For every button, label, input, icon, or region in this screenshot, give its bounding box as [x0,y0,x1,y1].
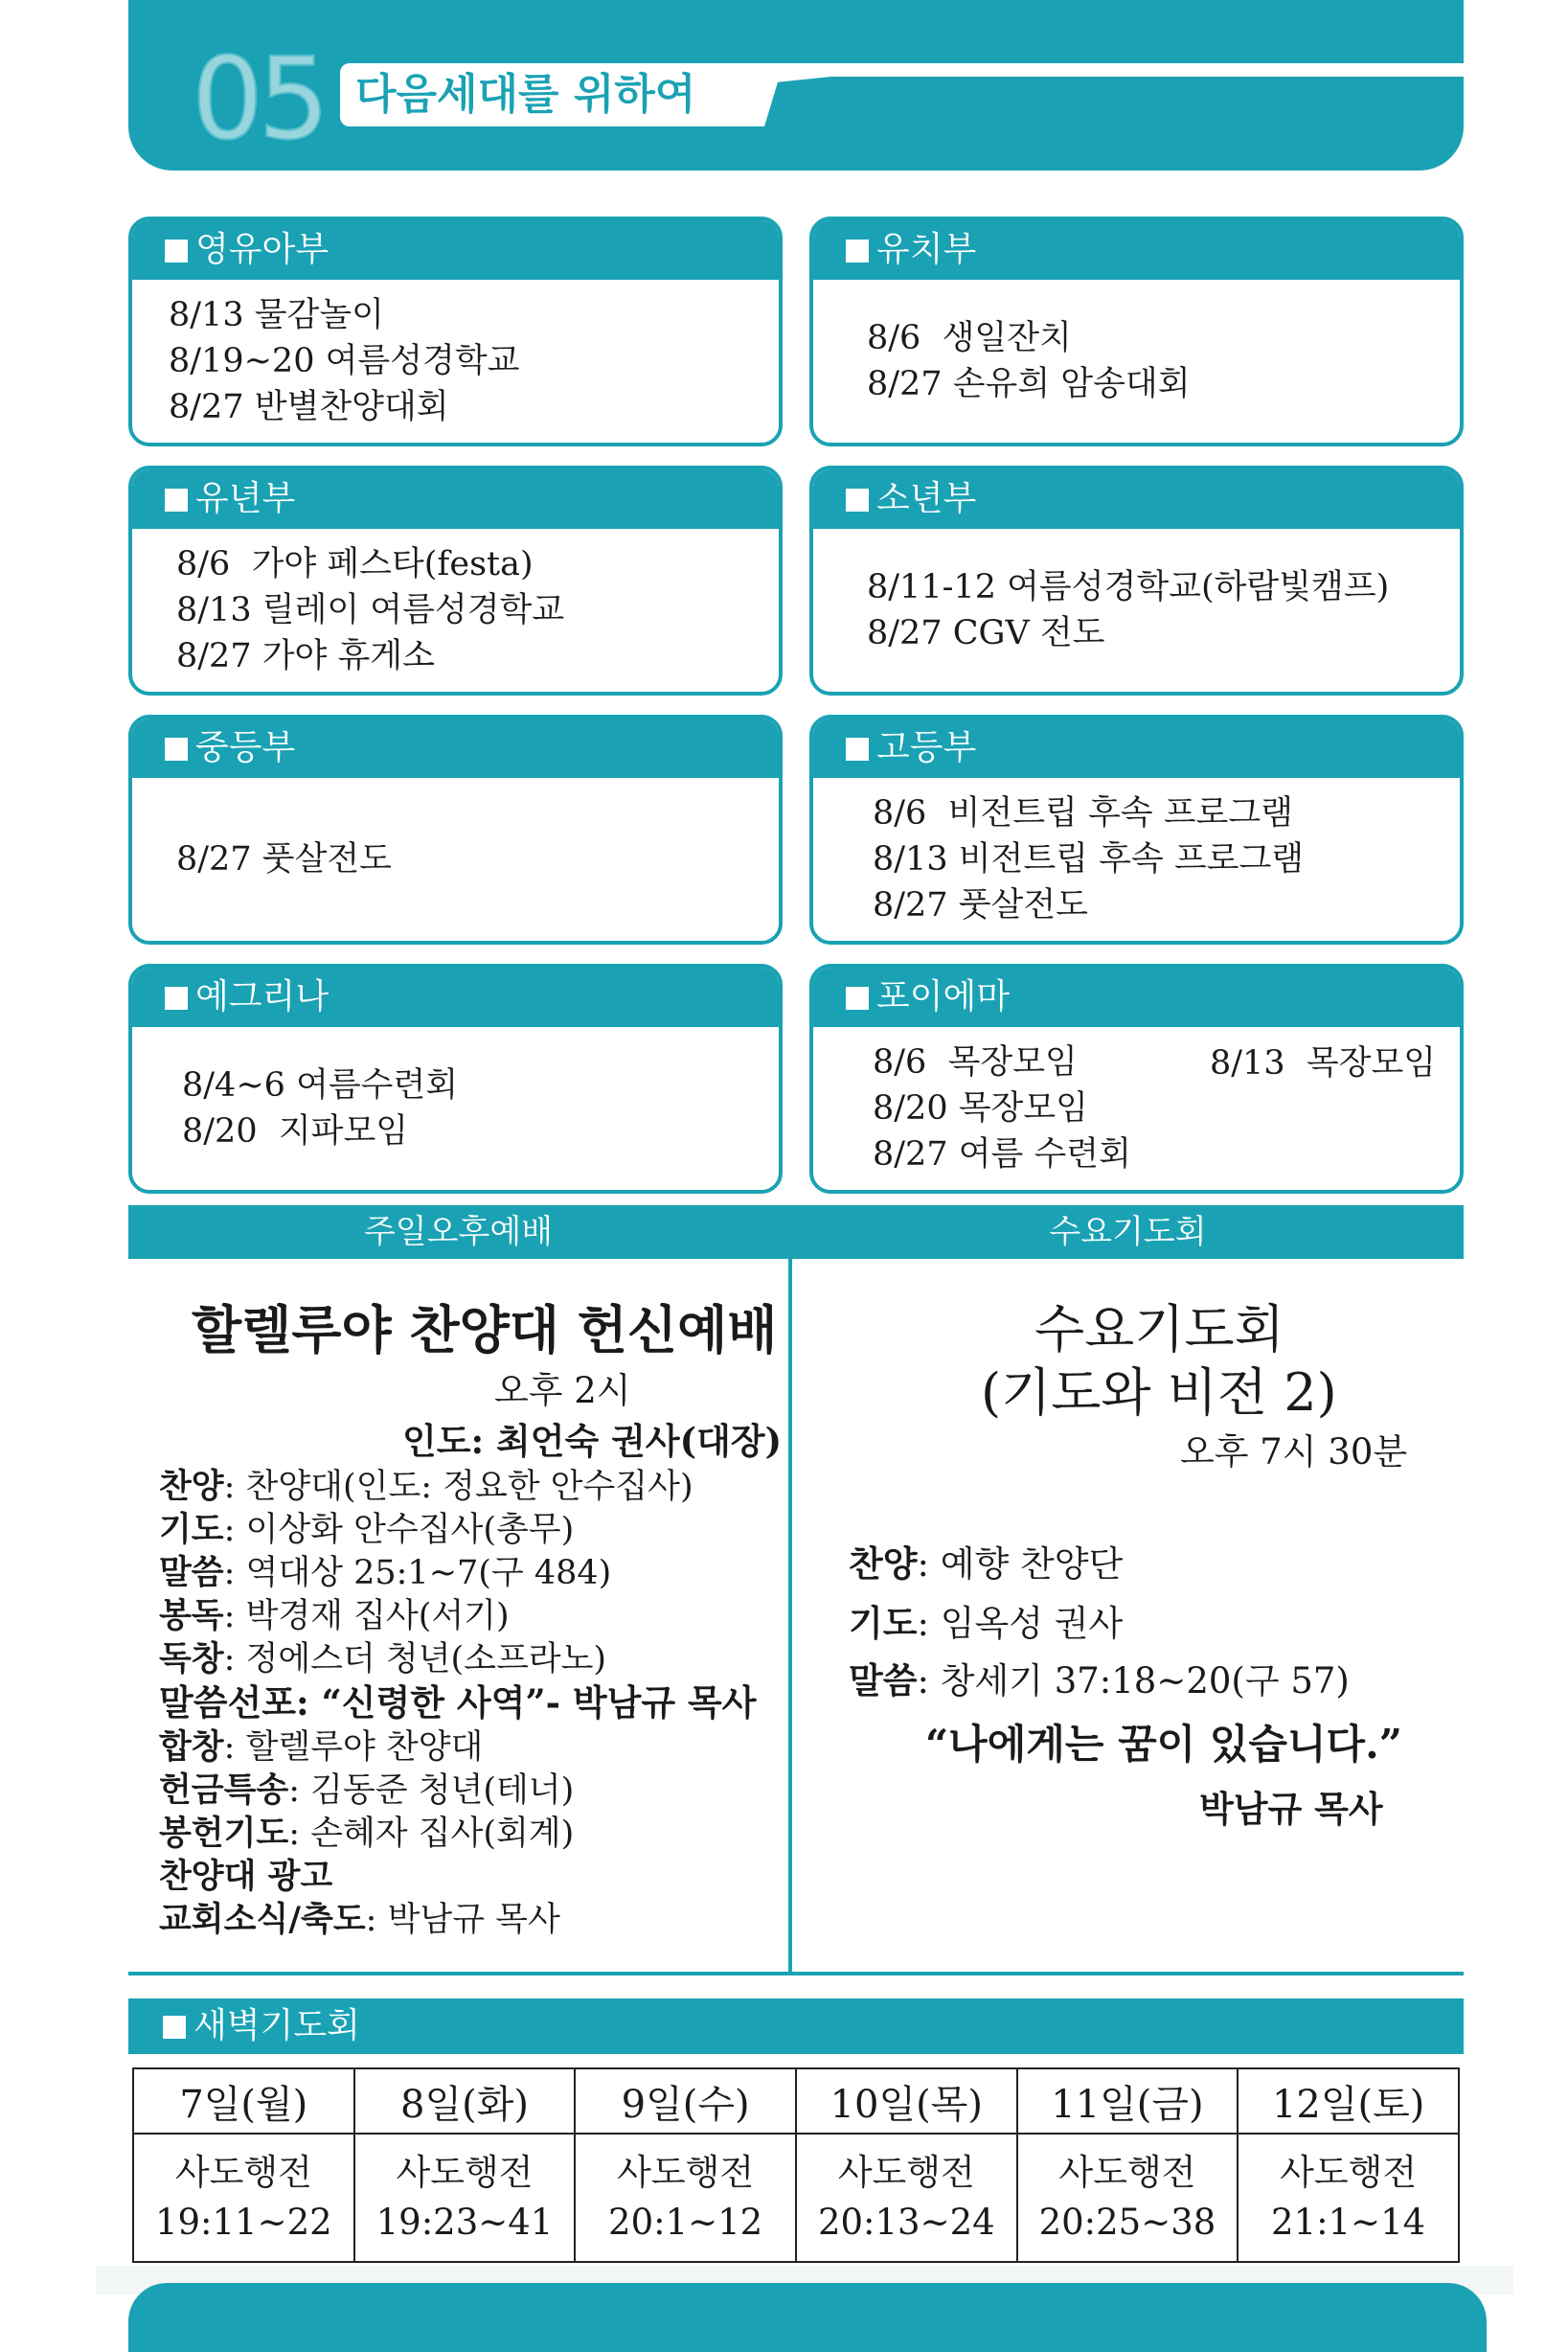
list-item: 8/20 지파모임 [182,1112,409,1151]
table-cell: 7일(월) [133,2068,354,2134]
square-bullet-icon [846,738,869,761]
list-item: 8/4~6 여름수련회 [182,1066,459,1105]
list-item: 8/20 목장모임 [873,1089,1088,1128]
sunday-service-header: 주일오후예배 [128,1205,788,1259]
square-bullet-icon [165,987,188,1010]
table-cell: 사도행전 20:1~12 [575,2134,796,2262]
dept-box-poiema [809,964,1464,1194]
list-item: 8/27 손유희 암송대회 [867,365,1191,403]
preacher: 박남규 목사 [1199,1788,1383,1830]
program-item: 교회소식/축도: 박남규 목사 [159,1900,560,1939]
list-item: 8/6 생일잔치 [867,319,1072,357]
dept-name: 중등부 [195,728,296,767]
dept-name: 고등부 [876,728,977,767]
list-item: 8/13 목장모임 [1210,1044,1437,1083]
table-cell: 8일(화) [354,2068,576,2134]
table-cell: 사도행전 21:1~14 [1238,2134,1459,2262]
dawn-prayer-table [132,2067,1460,2263]
program-item: 기도: 이상화 안수집사(총무) [159,1510,575,1549]
wednesday-subtitle: (기도와 비전 2) [981,1362,1337,1423]
list-item: 8/11-12 여름성경학교(하람빛캠프) [867,568,1390,606]
divider [788,1205,792,1975]
dept-box-kindergarten [809,217,1464,446]
table-cell: 9일(수) [575,2068,796,2134]
table-cell: 사도행전 19:23~41 [354,2134,576,2262]
list-item: 8/27 가야 휴게소 [176,637,435,675]
program-item: 말씀: 역대상 25:1~7(구 484) [159,1553,612,1592]
dept-box-elementary-junior [128,466,783,696]
list-item: 8/6 비전트립 후속 프로그램 [873,794,1293,833]
sunday-title: 할렐루야 찬양대 헌신예배 [192,1299,778,1360]
program-item: 찬양대 광고 [159,1857,333,1896]
dept-name: 유치부 [876,230,977,269]
dept-name: 영유아부 [195,230,330,269]
sunday-time: 오후 2시 [494,1370,631,1411]
program-item: 봉독: 박경재 집사(서기) [159,1596,510,1635]
program-item: 헌금특송: 김동준 청년(테너) [159,1770,575,1810]
table-cell: 사도행전 20:13~24 [796,2134,1017,2262]
dept-name: 유년부 [195,479,296,518]
sermon-title: “나에게는 꿈이 있습니다.” [925,1721,1402,1768]
dept-name: 포이에마 [876,977,1011,1016]
square-bullet-icon [165,738,188,761]
list-item: 8/6 목장모임 [873,1043,1078,1082]
list-item: 8/13 릴레이 여름성경학교 [176,591,565,629]
program-item: 봉헌기도: 손혜자 집사(회계) [159,1814,575,1853]
list-item: 8/13 비전트립 후속 프로그램 [873,840,1305,879]
program-item: 합창: 할렐루야 찬양대 [159,1727,484,1767]
square-bullet-icon [165,489,188,512]
table-cell: 12일(토) [1238,2068,1459,2134]
divider [128,1972,1464,1975]
program-item: 말씀: 창세기 37:18~20(구 57) [849,1659,1350,1701]
dept-name: 소년부 [876,479,977,518]
square-bullet-icon [163,2016,186,2039]
list-item: 8/27 풋살전도 [176,840,392,879]
program-item: 말씀선포: “신령한 사역”- 박남규 목사 [159,1681,757,1724]
square-bullet-icon [165,240,188,263]
dept-box-elementary-senior [809,466,1464,696]
table-cell: 사도행전 19:11~22 [133,2134,354,2262]
dept-box-infant [128,217,783,446]
program-item: 찬양: 예향 찬양단 [849,1542,1124,1585]
list-item: 8/27 반별찬양대회 [169,388,449,426]
list-item: 8/13 물감놀이 [169,296,384,334]
dept-box-middle-school [128,715,783,945]
wednesday-service-header: 수요기도회 [792,1205,1464,1259]
table-cell: 10일(목) [796,2068,1017,2134]
table-row [133,2068,1459,2134]
table-cell: 11일(금) [1017,2068,1238,2134]
list-item: 8/6 가야 페스타(festa) [176,545,534,583]
dept-box-high-school [809,715,1464,945]
section-number: 05 [192,33,325,165]
program-item: 독창: 정에스더 청년(소프라노) [159,1639,607,1678]
dept-box-young-adult [128,964,783,1194]
dawn-prayer-header: 새벽기도회 [128,1998,1464,2054]
square-bullet-icon [846,987,869,1010]
dept-name: 예그리나 [195,977,330,1016]
square-bullet-icon [846,489,869,512]
list-item: 8/27 풋살전도 [873,886,1088,925]
table-cell: 사도행전 20:25~38 [1017,2134,1238,2262]
program-item: 찬양: 찬양대(인도: 정요한 안수집사) [159,1467,693,1506]
table-row [133,2134,1459,2262]
page-footer [128,2283,1487,2352]
wednesday-time: 오후 7시 30분 [1180,1431,1408,1473]
list-item: 8/27 여름 수련회 [873,1135,1131,1174]
wednesday-title: 수요기도회 [1034,1299,1284,1359]
section-title: 다음세대를 위하여 [355,70,696,119]
program-item: 기도: 임옥성 권사 [849,1602,1124,1644]
square-bullet-icon [846,240,869,263]
section-title-bar [340,63,1464,126]
list-item: 8/19~20 여름성경학교 [169,342,520,380]
sunday-leader: 인도: 최언숙 권사(대장) [402,1420,783,1462]
list-item: 8/27 CGV 전도 [867,614,1105,652]
